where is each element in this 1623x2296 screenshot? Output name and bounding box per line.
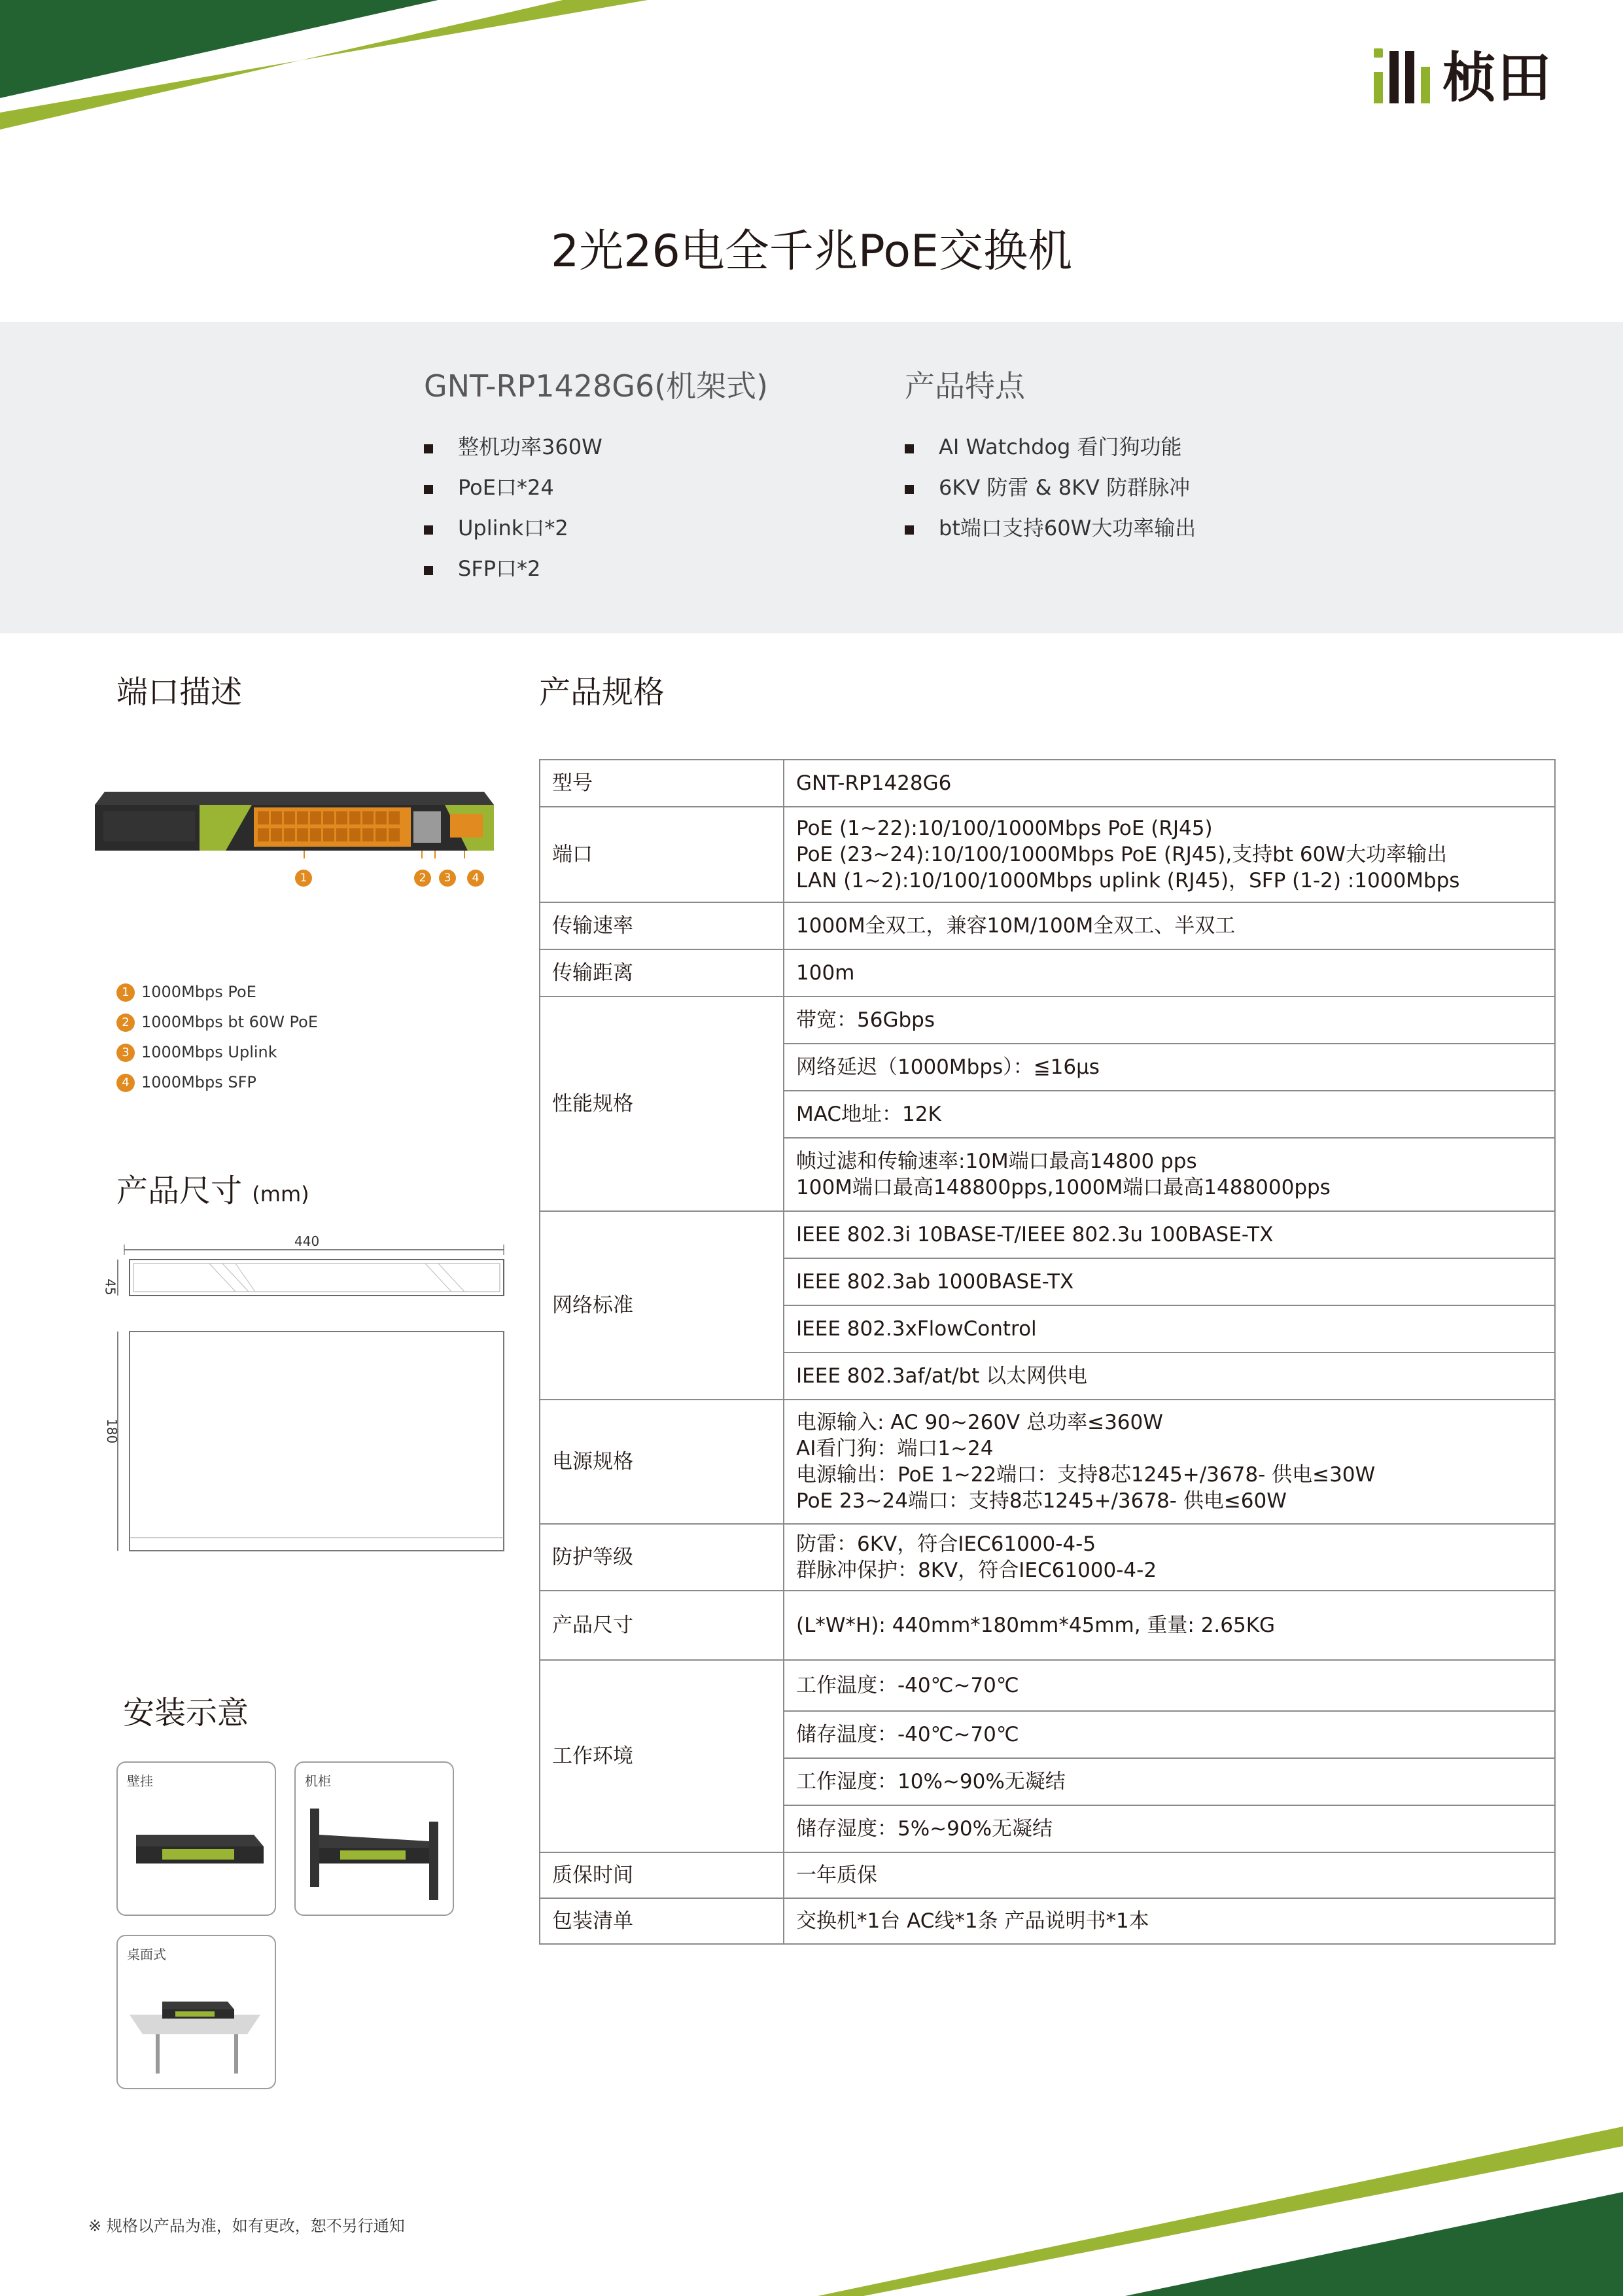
list-item: 整机功率360W: [424, 427, 602, 467]
callout-3: 3: [439, 870, 456, 887]
logo-mark-icon: [1374, 51, 1433, 103]
bottom-corner-decoration: [818, 2127, 1623, 2296]
install-card-desktop: 桌面式: [116, 1935, 276, 2089]
logo-text: 桢田: [1442, 47, 1553, 109]
table-row: [540, 1400, 1555, 1524]
spec-value: IEEE 802.3ab 1000BASE-TX: [784, 1258, 1555, 1305]
spec-value: 工作湿度：10%~90%无凝结: [784, 1758, 1555, 1805]
spec-key: 传输距离: [540, 949, 784, 997]
dimensions-heading: 产品尺寸 (mm): [116, 1173, 309, 1209]
list-item: bt端口支持60W大功率输出: [905, 508, 1196, 548]
callout-4: 4: [467, 870, 484, 887]
dim-depth-label: 180: [104, 1418, 120, 1444]
callout-1: 1: [295, 870, 312, 887]
page-title: 2光26电全千兆PoE交换机: [551, 226, 1072, 277]
spec-value: IEEE 802.3af/at/bt 以太网供电: [784, 1352, 1555, 1400]
callout-2: 2: [414, 870, 431, 887]
spec-key: 包装清单: [540, 1898, 784, 1944]
legend-item: 4 1000Mbps SFP: [116, 1067, 318, 1097]
spec-value: GNT-RP1428G6: [784, 760, 1555, 807]
spec-value: 带宽：56Gbps: [784, 997, 1555, 1044]
table-row: [540, 1211, 1555, 1258]
spec-value: 储存湿度：5%~90%无凝结: [784, 1805, 1555, 1852]
spec-key: 质保时间: [540, 1852, 784, 1898]
spec-value: 防雷：6KV，符合IEC61000-4-5 群脉冲保护：8KV，符合IEC61000-4-2: [784, 1524, 1555, 1591]
table-row: [540, 1660, 1555, 1711]
top-corner-decoration: [0, 0, 654, 137]
table-row: [540, 902, 1555, 949]
spec-value: 100m: [784, 949, 1555, 997]
dim-length-label: 440: [294, 1233, 320, 1249]
spec-key: 端口: [540, 807, 784, 902]
spec-key: 工作环境: [540, 1660, 784, 1852]
spec-key: 网络标准: [540, 1211, 784, 1400]
legend-item: 1 1000Mbps PoE: [116, 977, 318, 1007]
spec-value: 储存温度：-40℃~70℃: [784, 1711, 1555, 1758]
table-row: [540, 807, 1555, 902]
spec-value: 1000M全双工，兼容10M/100M全双工、半双工: [784, 902, 1555, 949]
table-row: [540, 1524, 1555, 1591]
table-row: [540, 760, 1555, 807]
spec-value: IEEE 802.3i 10BASE-T/IEEE 802.3u 100BASE-TX: [784, 1211, 1555, 1258]
spec-value: 帧过滤和传输速率:10M端口最高14800 pps 100M端口最高148800pps,1000M端口最高1488000pps: [784, 1138, 1555, 1211]
spec-key: 传输速率: [540, 902, 784, 949]
spec-key: 产品尺寸: [540, 1591, 784, 1660]
spec-value: (L*W*H): 440mm*180mm*45mm, 重量: 2.65KG: [784, 1591, 1555, 1660]
table-row: [540, 1591, 1555, 1660]
rack-mount-image: [301, 1795, 449, 1907]
spec-value: PoE (1~22):10/100/1000Mbps PoE (RJ45) PoE (23~24):10/100/1000Mbps PoE (RJ45),支持bt 60W大功率输出 LAN (1~2):10/100/1000Mbps uplink (RJ45)，SFP (1-2) :1000Mbps: [784, 807, 1555, 902]
spec-key: 型号: [540, 760, 784, 807]
table-row: [540, 1852, 1555, 1898]
table-row: [540, 1898, 1555, 1944]
list-item: PoE口*24: [424, 467, 602, 508]
brand-logo: [1374, 46, 1563, 111]
spec-key: 电源规格: [540, 1400, 784, 1524]
spec-value: 电源输入: AC 90~260V 总功率≤360W AI看门狗：端口1~24 电源输出：PoE 1~22端口：支持8芯1245+/3678- 供电≤30W PoE 23~24端口：支持8芯1245+/3678- 供电≤60W: [784, 1400, 1555, 1524]
footnote: ※ 规格以产品为准，如有更改，恕不另行通知: [88, 2217, 405, 2235]
spec-value: MAC地址：12K: [784, 1091, 1555, 1138]
list-item: 6KV 防雷 & 8KV 防群脉冲: [905, 467, 1196, 508]
model-items: [424, 427, 602, 589]
install-heading: 安装示意: [123, 1695, 249, 1731]
dim-height-label: 45: [102, 1279, 118, 1296]
desktop-image: [123, 1969, 271, 2080]
model-heading: GNT-RP1428G6(机架式): [424, 368, 769, 404]
list-item: Uplink口*2: [424, 508, 602, 548]
legend-item: 3 1000Mbps Uplink: [116, 1037, 318, 1067]
install-card-rack: 机柜: [294, 1761, 454, 1916]
port-legend: [116, 977, 318, 1097]
spec-value: 交换机*1台 AC线*1条 产品说明书*1本: [784, 1898, 1555, 1944]
spec-value: 网络延迟（1000Mbps）：≦16μs: [784, 1044, 1555, 1091]
spec-table: [539, 759, 1556, 1945]
spec-key: 防护等级: [540, 1524, 784, 1591]
hero-band: [0, 322, 1623, 633]
features-heading: 产品特点: [905, 368, 1025, 404]
list-item: AI Watchdog 看门狗功能: [905, 427, 1196, 467]
legend-item: 2 1000Mbps bt 60W PoE: [116, 1007, 318, 1037]
feature-items: [905, 427, 1196, 548]
spec-value: IEEE 802.3xFlowControl: [784, 1305, 1555, 1352]
spec-value: 工作温度：-40℃~70℃: [784, 1660, 1555, 1711]
install-card-wall: 壁挂: [116, 1761, 276, 1916]
dimension-drawing: [111, 1230, 517, 1570]
wall-mount-image: [123, 1795, 271, 1907]
ports-heading: 端口描述: [116, 674, 243, 711]
list-item: SFP口*2: [424, 548, 602, 589]
table-row: [540, 949, 1555, 997]
switch-front-image: [92, 785, 497, 864]
specs-heading: 产品规格: [539, 674, 665, 711]
table-row: [540, 997, 1555, 1044]
spec-value: 一年质保: [784, 1852, 1555, 1898]
spec-key: 性能规格: [540, 997, 784, 1211]
